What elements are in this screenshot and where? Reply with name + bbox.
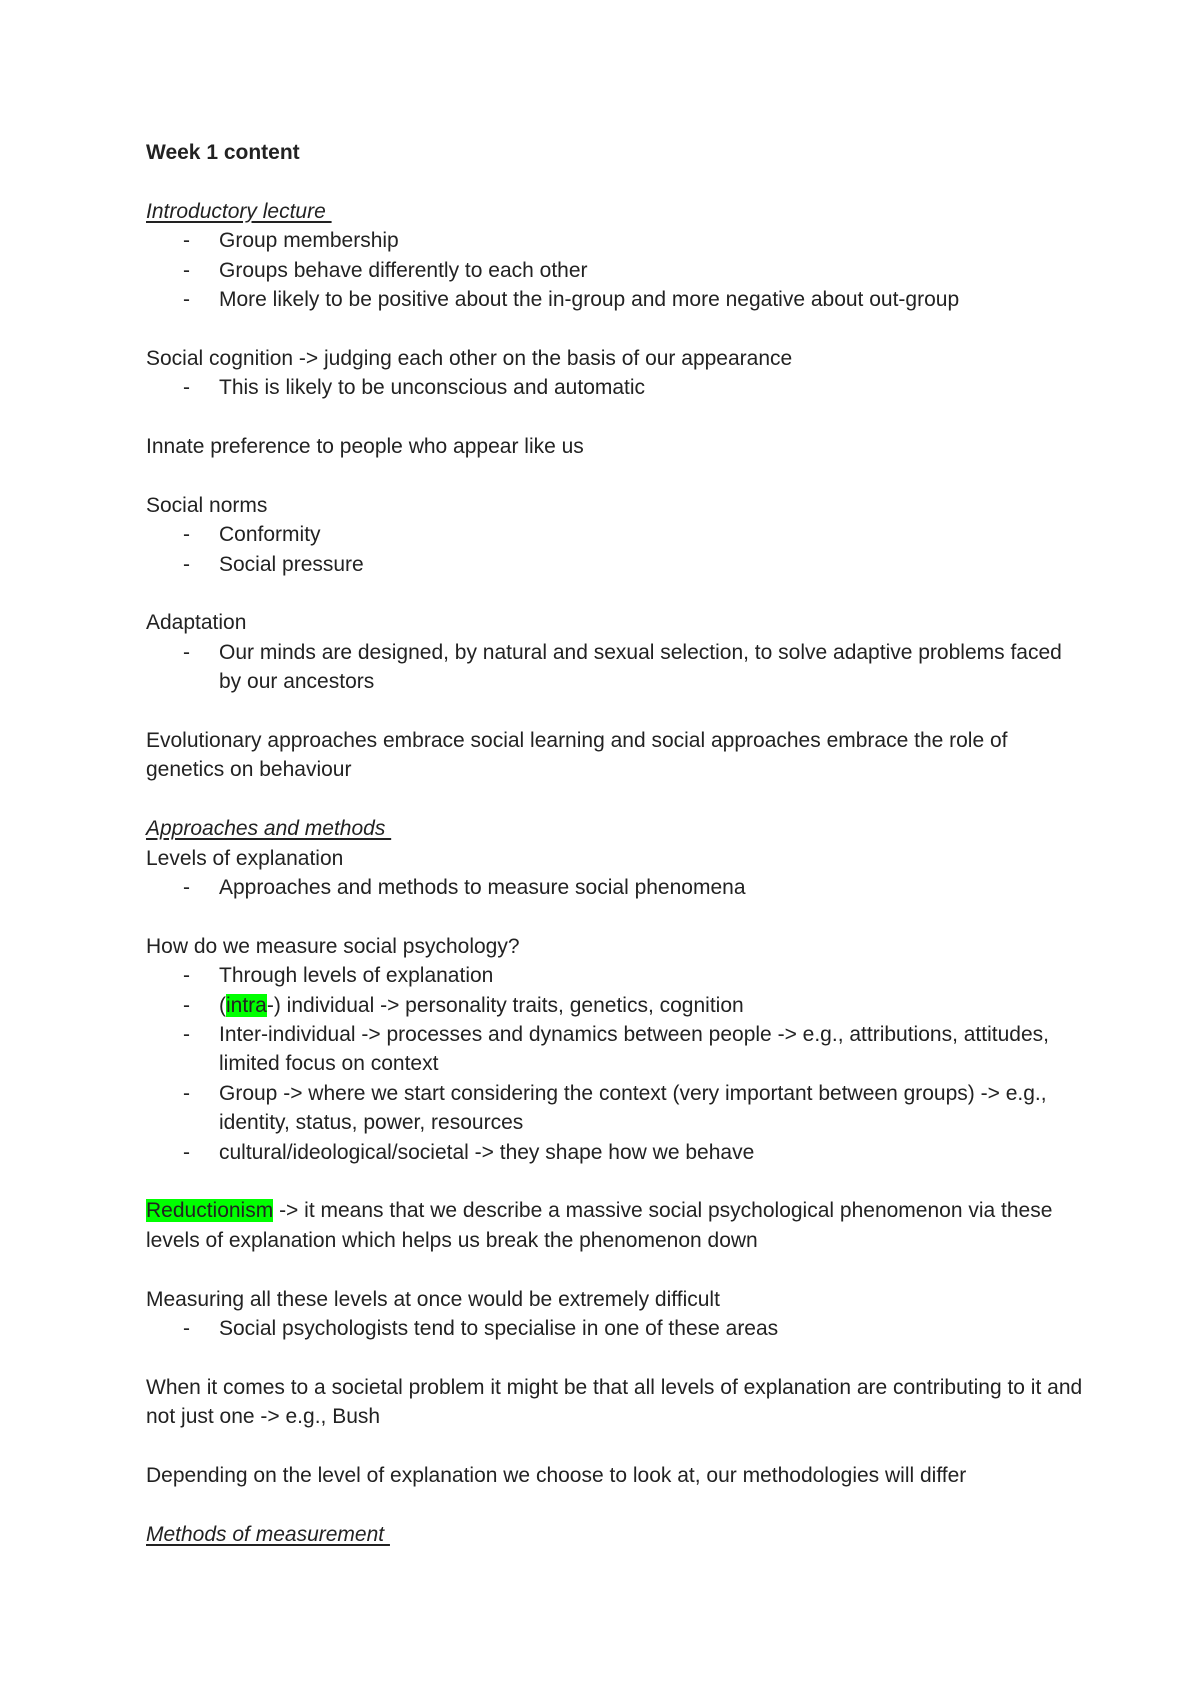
section-heading-approaches-and-methods: Approaches and methods	[146, 817, 392, 841]
dash-marker: -	[183, 1317, 190, 1341]
adaptation-bullet-list	[146, 638, 1086, 697]
paragraph-measuring-all: Measuring all these levels at once would be extremely difficult	[146, 1287, 720, 1311]
highlighted-text-intra: intra	[226, 993, 267, 1017]
section-heading-methods-of-measurement: Methods of measurement	[146, 1522, 390, 1546]
list-item: - (intra-) individual -> personality traits, genetics, cognition	[146, 991, 1086, 1020]
list-item: - Inter-individual -> processes and dynamics between people -> e.g., attributions, attitudes, limited focus on context	[146, 1020, 1086, 1079]
paragraph-adaptation: Adaptation	[146, 611, 247, 635]
spacer	[146, 1167, 1086, 1196]
dash-marker: -	[183, 229, 190, 253]
spacer	[146, 1491, 1086, 1520]
spacer	[146, 1255, 1086, 1284]
spacer	[146, 403, 1086, 432]
dash-marker: -	[183, 258, 190, 282]
list-item: - Groups behave differently to each other	[146, 256, 1086, 285]
social-cognition-bullet-list	[146, 373, 1086, 402]
list-item: - Group -> where we start considering the context (very important between groups) -> e.g., identity, status, power, resources	[146, 1079, 1086, 1138]
social-norms-bullet-list	[146, 520, 1086, 579]
paragraph-evolutionary: Evolutionary approaches embrace social learning and social approaches embrace the role of genetics on behaviour	[146, 729, 1014, 782]
spacer	[146, 1344, 1086, 1373]
dash-marker: -	[183, 288, 190, 312]
section-heading-introductory-lecture: Introductory lecture	[146, 199, 332, 223]
list-item: - Social pressure	[146, 550, 1086, 579]
document-title: Week 1 content	[146, 141, 300, 164]
dash-marker: -	[183, 523, 190, 547]
spacer	[146, 314, 1086, 343]
spacer	[146, 1432, 1086, 1461]
list-item: - Approaches and methods to measure social phenomena	[146, 873, 1086, 902]
dash-marker: -	[183, 964, 190, 988]
measure-bullet-list	[146, 961, 1086, 1167]
list-item: - Group membership	[146, 226, 1086, 255]
dash-marker: -	[183, 376, 190, 400]
highlighted-text-reductionism: Reductionism	[146, 1199, 274, 1223]
paragraph-innate-preference: Innate preference to people who appear like us	[146, 435, 584, 459]
list-item: - Through levels of explanation	[146, 961, 1086, 990]
list-item: - Social psychologists tend to specialise in one of these areas	[146, 1314, 1086, 1343]
measuring-all-bullet-list	[146, 1314, 1086, 1343]
intro-bullet-list	[146, 226, 1086, 314]
dash-marker: -	[183, 640, 190, 664]
paragraph-societal-problem: When it comes to a societal problem it might be that all levels of explanation are contributing to it and not just one -> e.g., Bush	[146, 1375, 1089, 1429]
dash-marker: -	[183, 876, 190, 900]
spacer	[146, 167, 1086, 196]
document-page	[146, 138, 1089, 1549]
list-item: - Our minds are designed, by natural and sexual selection, to solve adaptive problems faced by our ancestors	[146, 638, 1086, 697]
dash-marker: -	[183, 552, 190, 576]
paragraph-social-cognition: Social cognition -> judging each other on the basis of our appearance	[146, 346, 793, 370]
list-item: - cultural/ideological/societal -> they shape how we behave	[146, 1138, 1086, 1167]
spacer	[146, 579, 1086, 608]
paragraph-depending: Depending on the level of explanation we choose to look at, our methodologies will differ	[146, 1464, 967, 1488]
spacer	[146, 461, 1086, 490]
dash-marker: -	[183, 1081, 190, 1105]
paragraph-reductionism: Reductionism -> it means that we describe a massive social psychological phenomenon via these levels of explanation which helps us break the phenomenon down	[146, 1199, 1059, 1252]
spacer	[146, 697, 1086, 726]
list-item: - Conformity	[146, 520, 1086, 549]
paragraph-social-norms: Social norms	[146, 493, 268, 517]
spacer	[146, 902, 1086, 931]
dash-marker: -	[183, 1140, 190, 1164]
dash-marker: -	[183, 993, 190, 1017]
paragraph-how-do-we-measure: How do we measure social psychology?	[146, 934, 520, 958]
paragraph-levels-of-explanation: Levels of explanation	[146, 846, 344, 870]
spacer	[146, 785, 1086, 814]
dash-marker: -	[183, 1023, 190, 1047]
approaches-bullet-list	[146, 873, 1086, 902]
list-item: - This is likely to be unconscious and automatic	[146, 373, 1086, 402]
list-item: - More likely to be positive about the in-group and more negative about out-group	[146, 285, 1086, 314]
